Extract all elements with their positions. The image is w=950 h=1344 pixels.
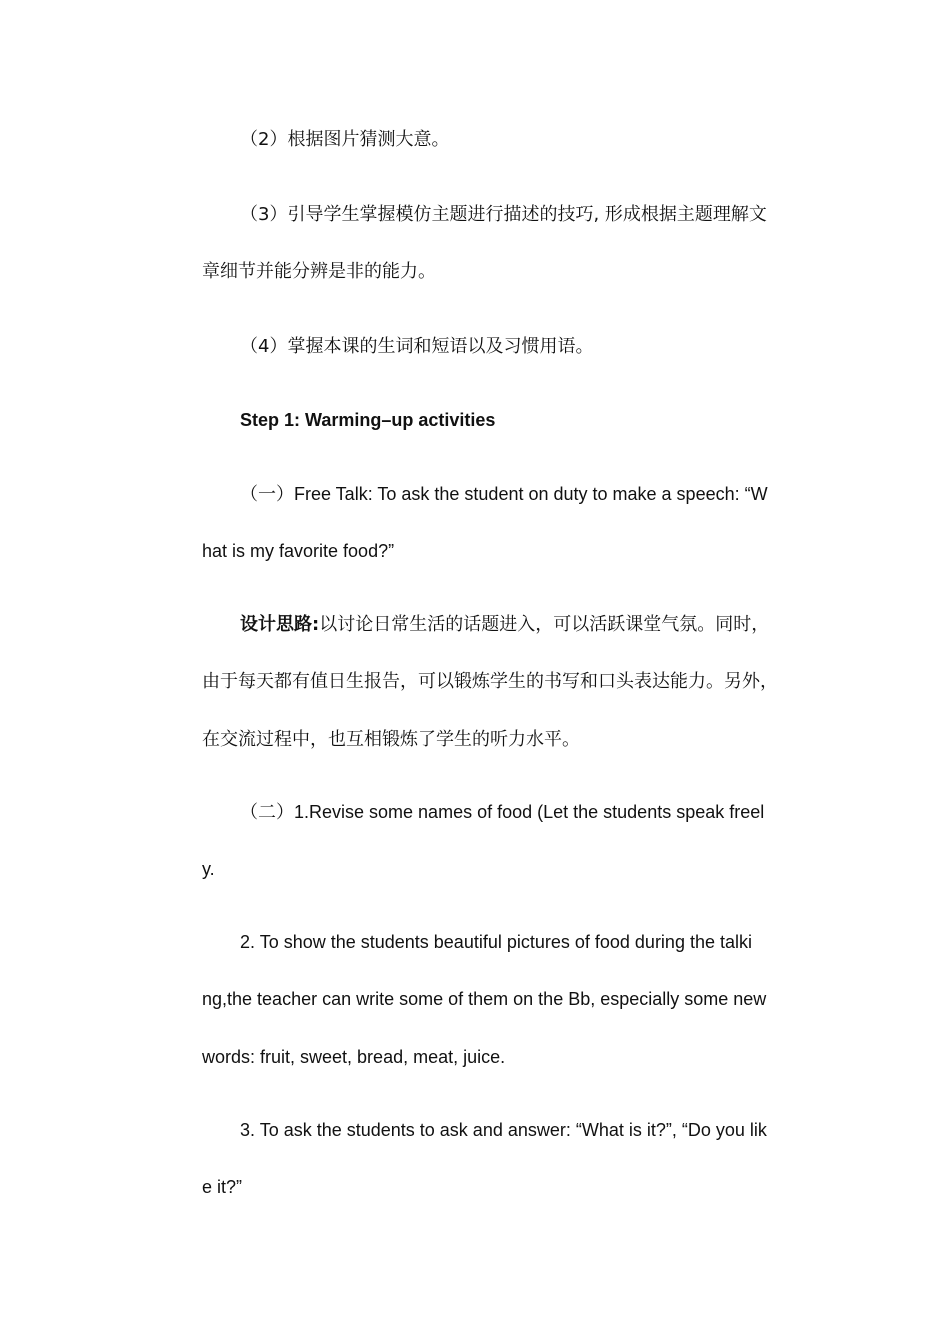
objective-3-line-2: 章细节并能分辨是非的能力。 xyxy=(202,261,436,282)
item-3-line-2: e it?” xyxy=(202,1177,243,1197)
part-1-marker: （一） xyxy=(240,484,294,505)
part-2-marker: （二） xyxy=(240,802,294,823)
objective-3-line-1: （3）引导学生掌握模仿主题进行描述的技巧, 形成根据主题理解文 xyxy=(240,204,767,225)
part-2-line-2: y. xyxy=(202,859,215,879)
part-1-line-1 xyxy=(240,482,768,507)
item-2-line-2: ng,the teacher can write some of them on the Bb, especially some new xyxy=(202,989,767,1009)
part-1-text: Free Talk: To ask the student on duty to make a speech: “W xyxy=(294,484,768,504)
step-1-heading: Step 1: Warming–up activities xyxy=(240,410,496,430)
design-line-2: 由于每天都有值日生报告，可以锻炼学生的书写和口头表达能力。另外， xyxy=(202,671,778,692)
objective-4: （4）掌握本课的生词和短语以及习惯用语。 xyxy=(240,336,594,357)
design-label: 设计思路: xyxy=(240,614,320,635)
objective-2: （2）根据图片猜测大意。 xyxy=(240,129,450,150)
item-3-line-1: 3. To ask the students to ask and answer: “What is it?”, “Do you lik xyxy=(240,1120,767,1140)
design-line-3: 在交流过程中，也互相锻炼了学生的听力水平。 xyxy=(202,729,580,750)
item-2-line-1: 2. To show the students beautiful pictures of food during the talki xyxy=(240,932,752,952)
part-2-line-1 xyxy=(240,800,764,825)
part-1-line-2: hat is my favorite food?” xyxy=(202,541,395,561)
part-2-text: 1.Revise some names of food (Let the students speak freel xyxy=(294,802,765,822)
design-line-1 xyxy=(240,613,769,637)
design-text: 以讨论日常生活的话题进入，可以活跃课堂气氛。同时， xyxy=(319,614,770,635)
item-2-line-3: words: fruit, sweet, bread, meat, juice. xyxy=(202,1047,506,1067)
